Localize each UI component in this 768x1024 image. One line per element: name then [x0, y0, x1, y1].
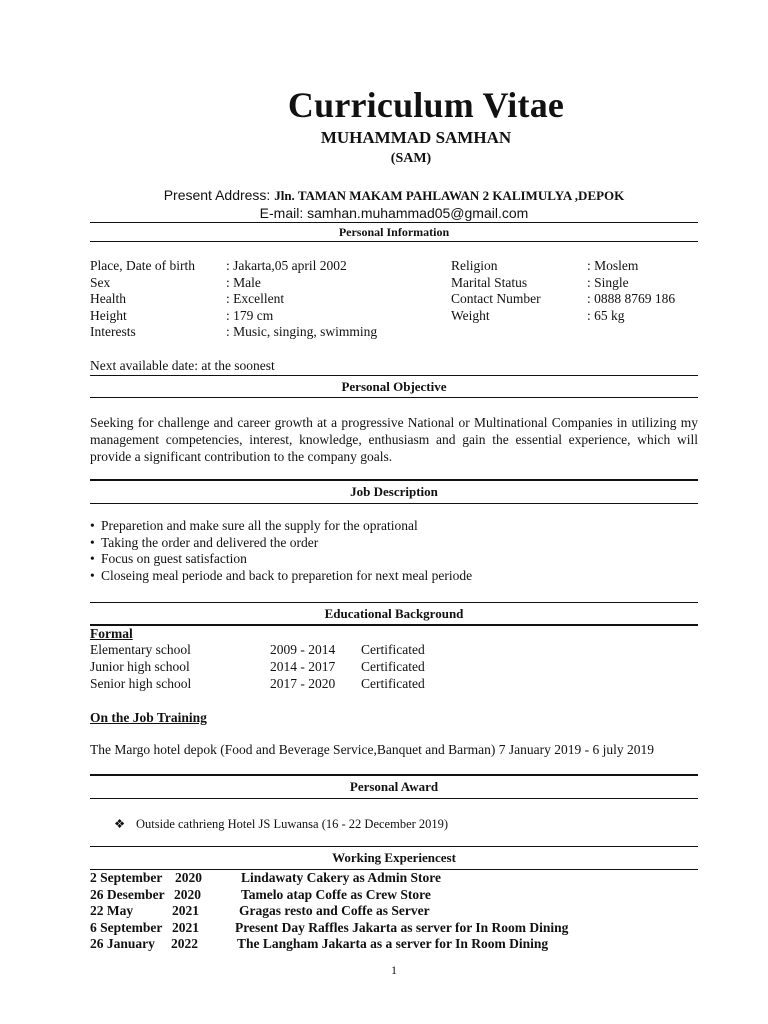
school-status: Certificated	[361, 676, 425, 691]
list-item: • Preparetion and make sure all the supply for the oprational	[90, 518, 418, 533]
info-value: : Moslem	[587, 258, 639, 273]
info-label: Place, Date of birth	[90, 258, 195, 273]
info-label: Marital Status	[451, 275, 528, 290]
info-value: : Jakarta,05 april 2002	[226, 258, 347, 273]
training-text: The Margo hotel depok (Food and Beverage Service,Banquet and Barman) 7 January 2019 - 6 july 2019	[90, 742, 654, 757]
work-date: 26 January	[90, 936, 155, 951]
section-working-experience	[90, 846, 698, 870]
work-year: 2020	[174, 887, 201, 902]
work-date: 2 September	[90, 870, 163, 885]
info-label: Height	[90, 308, 127, 323]
formal-label: Formal	[90, 626, 133, 641]
work-date: 26 Desember	[90, 887, 165, 902]
bullet-icon: •	[90, 551, 95, 567]
school-status: Certificated	[361, 642, 425, 657]
info-value: : 65 kg	[587, 308, 625, 323]
list-item: • Closeing meal periode and back to preparetion for next meal periode	[90, 568, 473, 584]
award-item: ❖ Outside cathrieng Hotel JS Luwansa (16 - 22 December 2019)	[114, 817, 449, 831]
list-item: • Taking the order and delivered the order	[90, 534, 319, 550]
bullet-icon: •	[90, 534, 95, 550]
job-description-list	[90, 518, 472, 585]
school-years: 2014 - 2017	[270, 659, 336, 674]
school-years: 2017 - 2020	[270, 676, 336, 691]
document-title: Curriculum Vitae	[287, 85, 565, 125]
work-role: Tamelo atap Coffe as Crew Store	[241, 887, 431, 902]
objective-text: Seeking for challenge and career growth at a progressive National or Multinational Companies in utilizing my management competencies, interest, knowledge, enthusiasm and gain the essential experience, which will provide a significant contribution to the company goals.	[90, 415, 698, 464]
info-label: Weight	[451, 308, 490, 323]
school-years: 2009 - 2014	[270, 642, 336, 657]
list-item: • Focus on guest satisfaction	[90, 551, 247, 567]
school-name: Senior high school	[90, 676, 192, 691]
section-heading: Personal Award	[349, 779, 439, 794]
work-date: 22 May	[90, 903, 134, 918]
bullet-icon: •	[90, 518, 95, 533]
section-heading: Personal Objective	[341, 379, 447, 394]
work-role: The Langham Jakarta as a server for In Room Dining	[237, 936, 549, 951]
work-year: 2021	[172, 903, 199, 918]
candidate-name: MUHAMMAD SAMHAN	[320, 128, 512, 147]
address-label: Present Address:	[163, 187, 275, 203]
info-value: : Music, singing, swimming	[226, 324, 378, 339]
info-label: Interests	[90, 324, 136, 339]
page-number: 1	[391, 963, 397, 977]
info-label: Health	[90, 291, 126, 306]
section-job-description	[90, 479, 698, 504]
info-label: Contact Number	[451, 291, 541, 306]
work-year: 2020	[175, 870, 202, 885]
section-personal-objective	[90, 375, 698, 398]
work-date: 6 September	[90, 920, 163, 935]
info-value: : 179 cm	[226, 308, 274, 323]
availability-note: Next available date: at the soonest	[90, 358, 275, 373]
address-value: Jln. TAMAN MAKAM PAHLAWAN 2 KALIMULYA ,DEPOK	[274, 188, 625, 203]
email-line: E-mail: samhan.muhammad05@gmail.com	[259, 205, 529, 221]
work-year: 2022	[171, 936, 198, 951]
info-value: : Excellent	[226, 291, 285, 306]
diamond-bullet-icon: ❖	[114, 817, 126, 831]
section-heading: Educational Background	[324, 606, 464, 621]
section-personal-award	[90, 774, 698, 799]
present-address	[0, 187, 768, 204]
work-role: Present Day Raffles Jakarta as server for In Room Dining	[235, 920, 569, 935]
info-value: : Single	[587, 275, 629, 290]
info-label: Religion	[451, 258, 498, 273]
work-year: 2021	[172, 920, 199, 935]
school-name: Elementary school	[90, 642, 191, 657]
training-label: On the Job Training	[90, 710, 207, 725]
work-role: Gragas resto and Coffe as Server	[239, 903, 430, 918]
bullet-icon: •	[90, 568, 95, 584]
info-value: : Male	[226, 275, 261, 290]
section-heading: Job Description	[350, 484, 438, 499]
section-personal-information	[90, 222, 698, 242]
section-heading: Personal Information	[338, 225, 450, 239]
school-name: Junior high school	[90, 659, 190, 674]
section-educational-background	[90, 602, 698, 626]
section-heading: Working Experiencest	[332, 850, 456, 865]
info-value: : 0888 8769 186	[587, 291, 676, 306]
candidate-nickname: (SAM)	[390, 151, 432, 166]
work-role: Lindawaty Cakery as Admin Store	[241, 870, 442, 885]
school-status: Certificated	[361, 659, 425, 674]
info-label: Sex	[90, 275, 111, 290]
